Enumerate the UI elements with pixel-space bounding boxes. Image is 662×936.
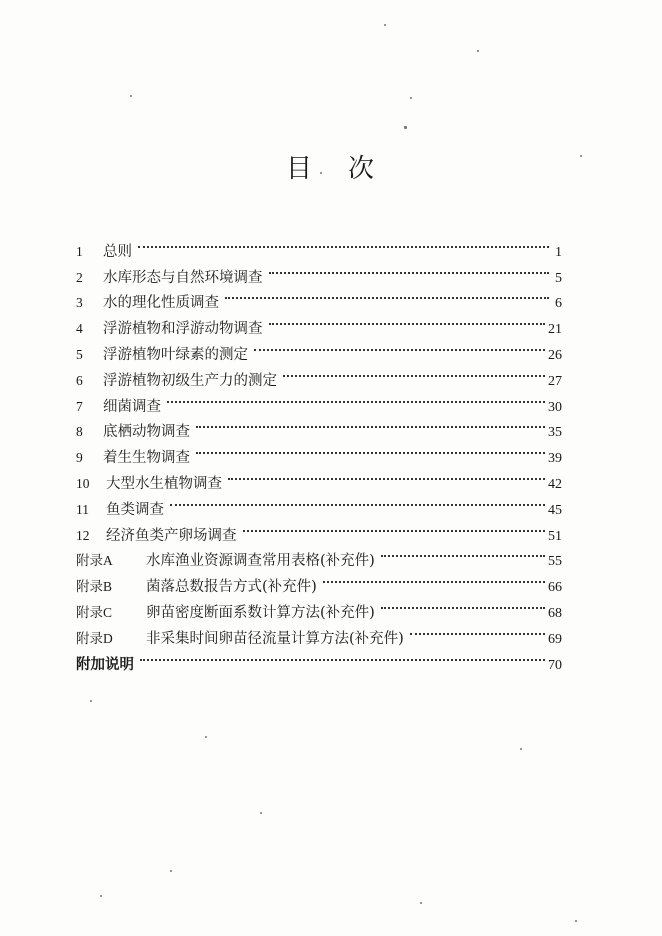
toc-number: 12 <box>76 527 90 543</box>
dot-leader <box>254 333 545 359</box>
dot-leader <box>225 282 549 308</box>
toc-page-number: 35 <box>548 425 562 441</box>
toc-label: 鱼类调查 <box>106 501 164 518</box>
scan-speck <box>404 126 407 129</box>
scan-speck <box>205 736 207 738</box>
toc-number: 6 <box>76 372 83 388</box>
scan-speck <box>100 895 102 897</box>
dot-leader <box>283 359 545 385</box>
toc-label: 水库形态与自然环境调查 <box>103 269 263 286</box>
toc-number: 9 <box>76 450 83 466</box>
scan-speck <box>130 95 132 97</box>
toc-label: 浮游植物初级生产力的测定 <box>103 372 277 389</box>
toc-label: 经济鱼类产卵场调查 <box>106 527 237 544</box>
toc-entry <box>76 256 562 286</box>
toc-label: 卵苗密度断面系数计算方法(补充件) <box>146 604 375 621</box>
dot-leader <box>167 385 545 411</box>
dot-leader <box>170 488 545 514</box>
toc-number: 1 <box>76 243 83 259</box>
toc-page-number: 69 <box>548 631 562 647</box>
toc-page-number: 70 <box>548 657 562 673</box>
toc-number: 5 <box>76 346 83 362</box>
dot-leader <box>140 643 545 669</box>
toc-number: 11 <box>76 501 89 517</box>
toc-label: 底栖动物调查 <box>103 424 190 441</box>
scan-speck <box>580 155 582 157</box>
toc-entry <box>76 230 562 260</box>
scan-speck <box>170 870 172 872</box>
scan-speck <box>477 50 479 52</box>
dot-leader <box>138 230 549 256</box>
toc-number: 10 <box>76 475 90 491</box>
scan-speck <box>410 97 412 99</box>
toc-label: 大型水生植物调查 <box>106 475 222 492</box>
toc-page-number: 66 <box>548 580 562 596</box>
toc-label: 水库渔业资源调查常用表格(补充件) <box>146 553 375 570</box>
toc-label: 总则 <box>103 243 132 260</box>
scan-speck <box>320 172 322 174</box>
dot-leader <box>410 617 545 643</box>
dot-leader <box>228 462 545 488</box>
scan-speck <box>90 700 92 702</box>
toc-page-number: 45 <box>548 502 562 518</box>
toc-page-number: 21 <box>548 322 562 338</box>
scan-speck <box>520 748 522 750</box>
scan-speck <box>420 902 422 904</box>
toc-label: 浮游植物叶绿素的测定 <box>103 346 248 363</box>
toc-page-number: 30 <box>548 399 562 415</box>
toc-appendix-number: 附录D <box>76 630 113 646</box>
dot-leader <box>381 591 545 617</box>
toc-label: 水的理化性质调查 <box>103 295 219 312</box>
dot-leader <box>243 514 546 540</box>
toc-label: 菌落总数报告方式(补充件) <box>146 579 317 596</box>
toc-number: 3 <box>76 295 83 311</box>
toc-entry-note <box>76 643 562 673</box>
dot-leader <box>323 565 545 591</box>
toc-page-number: 68 <box>548 605 562 621</box>
toc-page-number: 51 <box>548 528 562 544</box>
toc-page-number: 27 <box>548 373 562 389</box>
table-of-contents <box>76 230 562 673</box>
toc-appendix-number: 附录A <box>76 553 113 569</box>
scan-speck <box>575 920 577 922</box>
dot-leader <box>269 307 546 333</box>
dot-leader <box>196 436 545 462</box>
title-char-1: 目 <box>285 154 314 184</box>
toc-page-number: 39 <box>548 451 562 467</box>
toc-page-number: 55 <box>548 554 562 570</box>
toc-label: 浮游植物和浮游动物调查 <box>103 321 263 338</box>
dot-leader <box>269 256 550 282</box>
page-title <box>0 148 662 185</box>
toc-page-number: 1 <box>555 244 562 260</box>
toc-page-number: 42 <box>548 476 562 492</box>
toc-page-number: 5 <box>555 270 562 286</box>
scan-speck <box>384 24 386 26</box>
toc-number: 4 <box>76 321 83 337</box>
toc-label: 细菌调查 <box>103 398 161 415</box>
toc-page-number: 6 <box>555 296 562 312</box>
toc-appendix-number: 附录C <box>76 604 113 620</box>
dot-leader <box>196 411 545 437</box>
toc-number: 7 <box>76 398 83 414</box>
title-char-2: 次 <box>348 154 377 184</box>
toc-page-number: 26 <box>548 347 562 363</box>
toc-label: 着生生物调查 <box>103 450 190 467</box>
toc-appendix-number: 附录B <box>76 579 113 595</box>
toc-number: 2 <box>76 269 83 285</box>
toc-label: 附加说明 <box>76 655 134 673</box>
dot-leader <box>381 540 545 566</box>
toc-label: 非采集时间卵苗径流量计算方法(补充件) <box>146 630 404 647</box>
scan-speck <box>260 812 262 814</box>
toc-number: 8 <box>76 424 83 440</box>
